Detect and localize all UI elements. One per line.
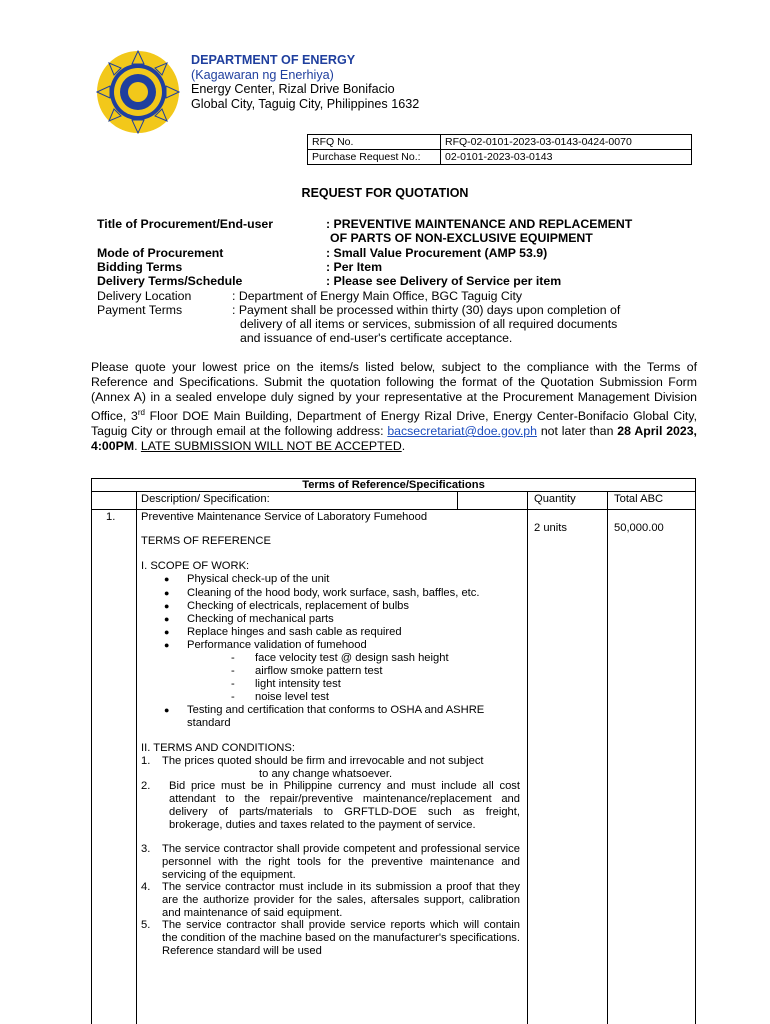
instructions-text-e: . <box>401 439 406 454</box>
late-submission-notice: LATE SUBMISSION WILL NOT BE ACCEPTED <box>140 439 402 454</box>
testing-line-1: Testing and certification that conforms to OSHA and ASHRE <box>187 704 485 716</box>
col-divider-desc <box>457 491 458 510</box>
item-title: Preventive Maintenance Service of Laboratory Fumehood <box>141 511 428 523</box>
item-quantity: 2 units <box>534 522 567 534</box>
bullet-icon: ● <box>164 705 170 715</box>
dash-icon: - <box>231 678 235 690</box>
dash-icon: - <box>231 691 235 703</box>
bidding-label: Bidding Terms <box>97 260 183 274</box>
bullet-icon: ● <box>164 588 170 598</box>
title-label: Title of Procurement/End-user <box>97 217 274 231</box>
email-link[interactable]: bacsecretariat@doe.gov.ph <box>387 424 537 439</box>
instructions-text-b: Floor DOE Main Building, Department of Energy Rizal Drive, Energy Center-Bonifacio Global City, Taguig City or through email at the following address: <box>91 409 697 439</box>
payment-value-1: : Payment shall be processed within thirty (30) days upon completion of <box>232 303 621 317</box>
col-quantity: Quantity <box>534 493 576 505</box>
title-value-1: : PREVENTIVE MAINTENANCE AND REPLACEMENT <box>326 217 633 231</box>
term-number: 5. <box>141 919 151 931</box>
address-line-2: Global City, Taguig City, Philippines 1632 <box>191 96 420 111</box>
item-number: 1. <box>106 511 116 523</box>
col-divider-1 <box>136 491 137 1024</box>
mode-label: Mode of Procurement <box>97 246 224 260</box>
rfq-label: RFQ No. <box>308 135 441 150</box>
location-value: : Department of Energy Main Office, BGC Taguig City <box>232 289 523 303</box>
rfq-number-table <box>307 134 692 165</box>
sub-item: face velocity test @ design sash height <box>255 652 449 664</box>
instructions-text-d: . <box>134 439 141 454</box>
col-description: Description/ Specification: <box>141 493 270 505</box>
bidding-value: : Per Item <box>326 260 383 274</box>
instructions-text-c: not later than <box>537 424 618 439</box>
instructions-paragraph <box>91 360 697 454</box>
bullet-icon: ● <box>164 614 170 624</box>
sub-item: airflow smoke pattern test <box>255 665 383 677</box>
scope-item: Replace hinges and sash cable as required <box>187 626 402 638</box>
scope-heading: I. SCOPE OF WORK: <box>141 560 250 572</box>
header-row-divider <box>91 509 696 510</box>
pr-value: 02-0101-2023-03-0143 <box>441 150 692 165</box>
document-title: REQUEST FOR QUOTATION <box>301 186 469 200</box>
ordinal-suffix: rd <box>137 408 145 417</box>
instructions-text-a: Please quote your lowest price on the items/s listed below, subject to the compliance with the Terms of Reference and Specifications. Submit the quotation following the format of the Quotation Submission Form (Annex A) in a sealed envelope duly signed by your representative at the Procurement Management Division Office, 3 <box>91 360 697 424</box>
dash-icon: - <box>231 652 235 664</box>
bullet-icon: ● <box>164 640 170 650</box>
bullet-icon: ● <box>164 574 170 584</box>
scope-item: Physical check-up of the unit <box>187 573 330 585</box>
term-number: 3. <box>141 843 151 855</box>
doe-seal-logo <box>96 50 180 134</box>
dash-icon: - <box>231 665 235 677</box>
title-value-2: OF PARTS OF NON-EXCLUSIVE EQUIPMENT <box>330 231 593 245</box>
term-number: 2. <box>141 780 151 792</box>
mode-value: : Small Value Procurement (AMP 53.9) <box>326 246 548 260</box>
scope-item: Performance validation of fumehood <box>187 639 367 651</box>
col-divider-3 <box>607 491 608 1024</box>
testing-line-2: standard <box>187 717 231 729</box>
scope-item: Checking of electricals, replacement of bulbs <box>187 600 409 612</box>
sub-item: noise level test <box>255 691 330 703</box>
tor-heading: Terms of Reference/Specifications <box>302 479 485 491</box>
col-total-abc: Total ABC <box>614 493 664 505</box>
term-1-line-a: The prices quoted should be firm and irrevocable and not subject <box>162 755 484 767</box>
location-label: Delivery Location <box>97 289 192 303</box>
department-subtitle: (Kagawaran ng Enerhiya) <box>191 67 334 82</box>
scope-item: Cleaning of the hood body, work surface, sash, baffles, etc. <box>187 587 480 599</box>
col-divider-2 <box>527 491 528 1024</box>
term-5: The service contractor shall provide service reports which will contain the condition of the machine based on the manufacturer's specifications. Reference standard will be used <box>162 919 520 957</box>
bullet-icon: ● <box>164 627 170 637</box>
department-name: DEPARTMENT OF ENERGY <box>191 53 356 67</box>
sub-item: light intensity test <box>255 678 341 690</box>
letterhead <box>191 53 419 111</box>
term-1-line-b: to any change whatsoever. <box>259 768 393 780</box>
term-4: The service contractor must include in its submission a proof that they are the authorize provider for the sales, aftersales support, calibration and maintenance of said equipment. <box>162 881 520 919</box>
delivery-label: Delivery Terms/Schedule <box>97 274 243 288</box>
scope-item: Checking of mechanical parts <box>187 613 334 625</box>
item-total-abc: 50,000.00 <box>614 522 664 534</box>
deadline: 28 April 2023, 4:00PM <box>91 424 697 454</box>
terms-heading: II. TERMS AND CONDITIONS: <box>141 742 295 754</box>
term-2: Bid price must be in Philippine currency and must include all cost attendant to the repair/preventive maintenance/replacement and delivery of parts/materials to GRFTLD-DOE such as freight, brokerage, duties and taxes related to the payment of service. <box>169 780 520 831</box>
address-line-1: Energy Center, Rizal Drive Bonifacio <box>191 82 395 97</box>
term-3: The service contractor shall provide competent and professional service personnel with the right tools for the preventive maintenance and servicing of the equipment. <box>162 843 520 881</box>
payment-label: Payment Terms <box>97 303 183 317</box>
rfq-value: RFQ-02-0101-2023-03-0143-0424-0070 <box>441 135 692 150</box>
payment-value-3: and issuance of end-user's certificate acceptance. <box>240 331 513 345</box>
tor-heading-label: TERMS OF REFERENCE <box>141 535 271 547</box>
pr-label: Purchase Request No.: <box>308 150 441 165</box>
delivery-value: : Please see Delivery of Service per item <box>326 274 562 288</box>
term-number: 4. <box>141 881 151 893</box>
payment-value-2: delivery of all items or services, submission of all required documents <box>240 317 618 331</box>
term-number: 1. <box>141 755 151 767</box>
bullet-icon: ● <box>164 601 170 611</box>
